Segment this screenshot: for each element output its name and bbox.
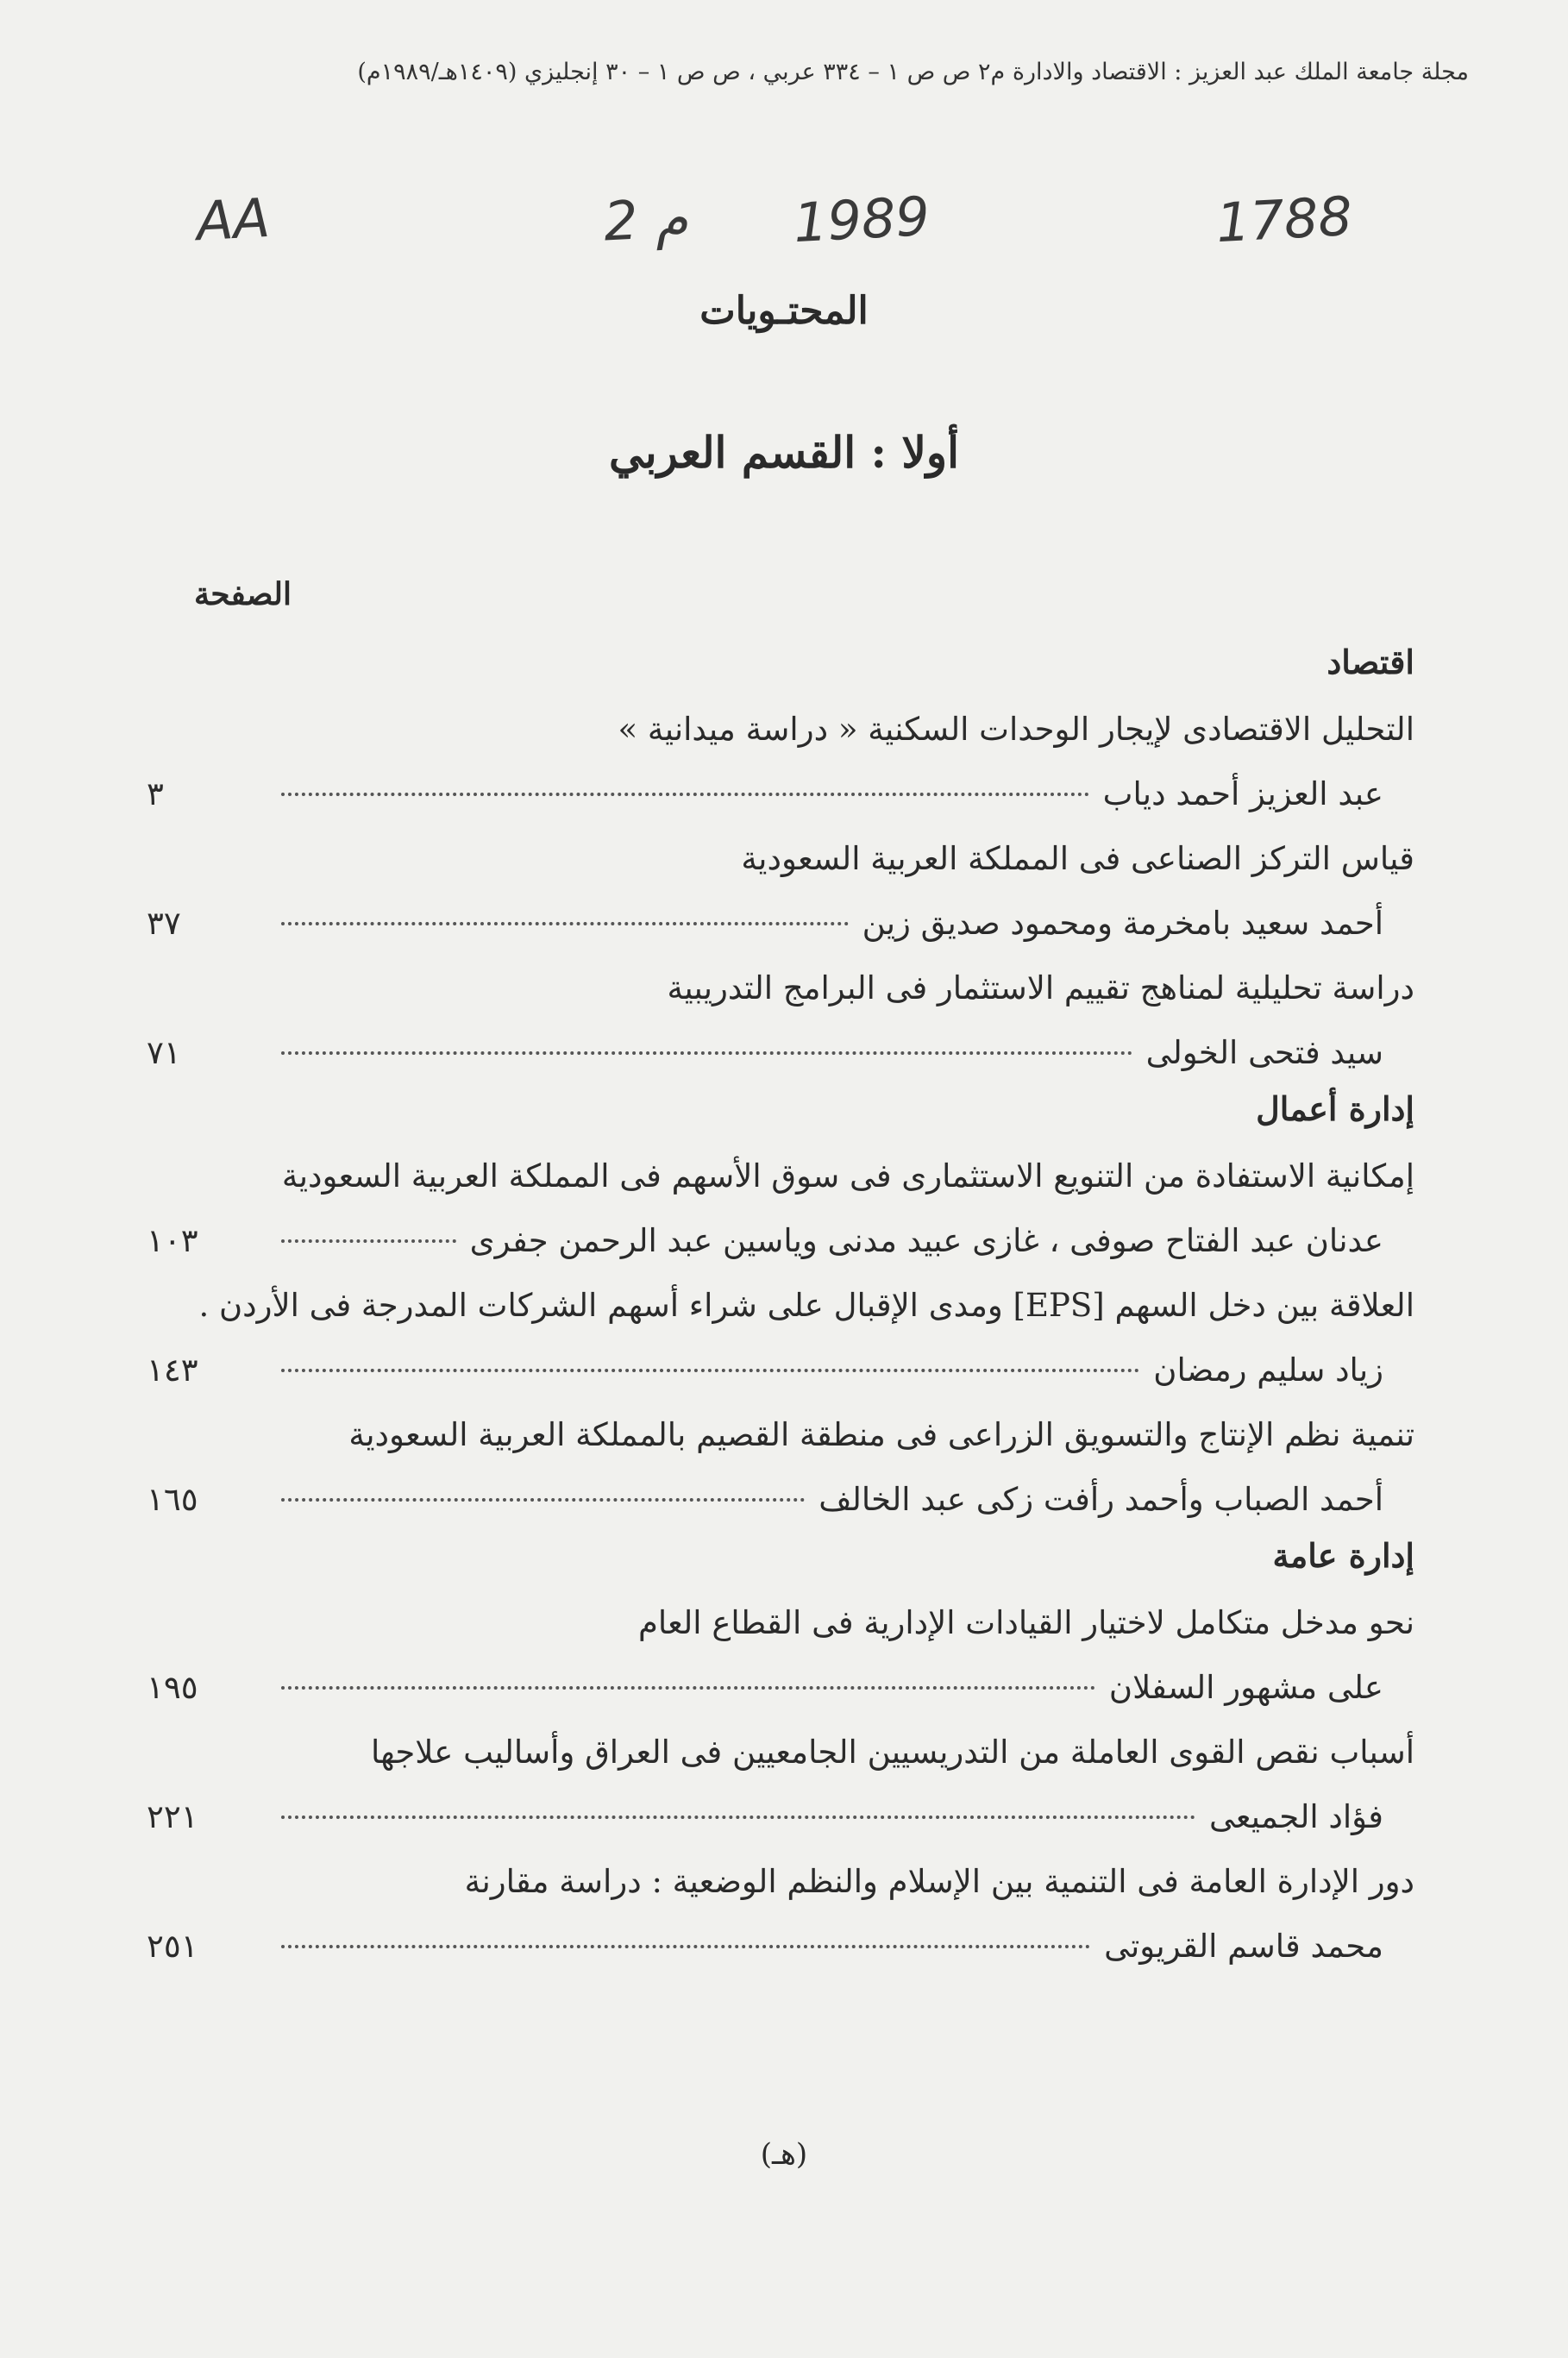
category-heading: إدارة عامة — [1272, 1536, 1414, 1575]
entry-author-row — [147, 1020, 1414, 1085]
entry-page-number: ٣ — [147, 775, 164, 812]
entry-page-number: ٢٢١ — [147, 1798, 198, 1835]
dot-leader — [281, 1239, 456, 1243]
dot-leader — [281, 793, 1089, 796]
entry-author: أحمد سعيد بامخرمة ومحمود صديق زين — [862, 905, 1383, 942]
handwritten-note: 2 م — [602, 185, 690, 254]
entry-author-row — [147, 1467, 1414, 1532]
entry-author: عدنان عبد الفتاح صوفى ، غازى عبيد مدنى وياسين عبد الرحمن جفرى — [469, 1222, 1383, 1259]
entry-title: دور الإدارة العامة فى التنمية بين الإسلام والنظم الوضعية : دراسة مقارنة — [464, 1863, 1414, 1900]
section-title: أولا : القسم العربي — [609, 427, 959, 478]
entry-author: محمد قاسم القريوتى — [1104, 1928, 1383, 1965]
page-title: المحتـويات — [699, 289, 869, 333]
entry-title: أسباب نقص القوى العاملة من التدريسيين الجامعيين فى العراق وأساليب علاجها — [371, 1734, 1414, 1771]
entry-page-number: ٣٧ — [147, 905, 181, 942]
page-column-label: الصفحة — [194, 576, 292, 612]
entry-author-row — [147, 1655, 1414, 1720]
category-economics — [147, 638, 1414, 1085]
dot-leader — [281, 1051, 1132, 1055]
entry-author: على مشهور السفلان — [1108, 1669, 1383, 1706]
handwritten-note: 1788 — [1214, 184, 1354, 255]
entry-author: أحمد الصباب وأحمد رأفت زكى عبد الخالف — [818, 1481, 1383, 1518]
entry-page-number: ١٠٣ — [147, 1222, 198, 1259]
entry-page-number: ٧١ — [147, 1034, 181, 1071]
entry-author-row — [147, 1338, 1414, 1402]
entry-author-row — [147, 1208, 1414, 1273]
entry-author: سيد فتحى الخولى — [1145, 1034, 1383, 1071]
category-heading: اقتصاد — [1327, 643, 1414, 681]
dot-leader — [281, 1945, 1090, 1948]
table-of-contents — [147, 638, 1414, 1979]
handwritten-note: AA — [195, 185, 272, 254]
entry-title: تنمية نظم الإنتاج والتسويق الزراعى فى منطقة القصيم بالمملكة العربية السعودية — [348, 1416, 1414, 1453]
journal-header: مجلة جامعة الملك عبد العزيز : الاقتصاد والادارة م٢ ص ص ١ – ٣٣٤ عربي ، ص ص ١ – ٣٠ إنجليزي (١٤٠٩هـ/١٩٨٩م) — [357, 59, 1469, 85]
entry-author-row — [147, 762, 1414, 826]
entry-title: العلاقة بين دخل السهم [EPS] ومدى الإقبال على شراء أسهم الشركات المدرجة فى الأردن . — [198, 1287, 1414, 1324]
entry-title: قياس التركز الصناعى فى المملكة العربية السعودية — [741, 840, 1414, 877]
dot-leader — [281, 922, 849, 925]
category-public-administration — [147, 1532, 1414, 1979]
entry-author-row — [147, 1784, 1414, 1849]
category-business-administration — [147, 1085, 1414, 1532]
entry-title: دراسة تحليلية لمناهج تقييم الاستثمار فى البرامج التدريبية — [667, 969, 1414, 1007]
dot-leader — [281, 1816, 1195, 1819]
entry-page-number: ١٩٥ — [147, 1669, 198, 1706]
entry-page-number: ١٦٥ — [147, 1481, 198, 1518]
dot-leader — [281, 1686, 1095, 1690]
entry-author: زياد سليم رمضان — [1153, 1351, 1383, 1389]
page-footer-number: (هـ) — [760, 2137, 808, 2172]
entry-page-number: ١٤٣ — [147, 1351, 198, 1389]
entry-author: فؤاد الجميعى — [1208, 1798, 1383, 1835]
category-heading: إدارة أعمال — [1256, 1089, 1414, 1128]
entry-author: عبد العزيز أحمد دياب — [1102, 775, 1383, 812]
entry-title: نحو مدخل متكامل لاختيار القيادات الإدارية فى القطاع العام — [637, 1604, 1414, 1641]
handwritten-note: 1989 — [792, 184, 931, 255]
dot-leader — [281, 1369, 1139, 1372]
entry-page-number: ٢٥١ — [147, 1928, 198, 1965]
entry-title: التحليل الاقتصادى لإيجار الوحدات السكنية « دراسة ميدانية » — [618, 711, 1414, 748]
dot-leader — [281, 1498, 805, 1502]
entry-title: إمكانية الاستفادة من التنويع الاستثمارى فى سوق الأسهم فى المملكة العربية السعودية — [281, 1157, 1414, 1195]
entry-author-row — [147, 1914, 1414, 1979]
entry-author-row — [147, 891, 1414, 956]
